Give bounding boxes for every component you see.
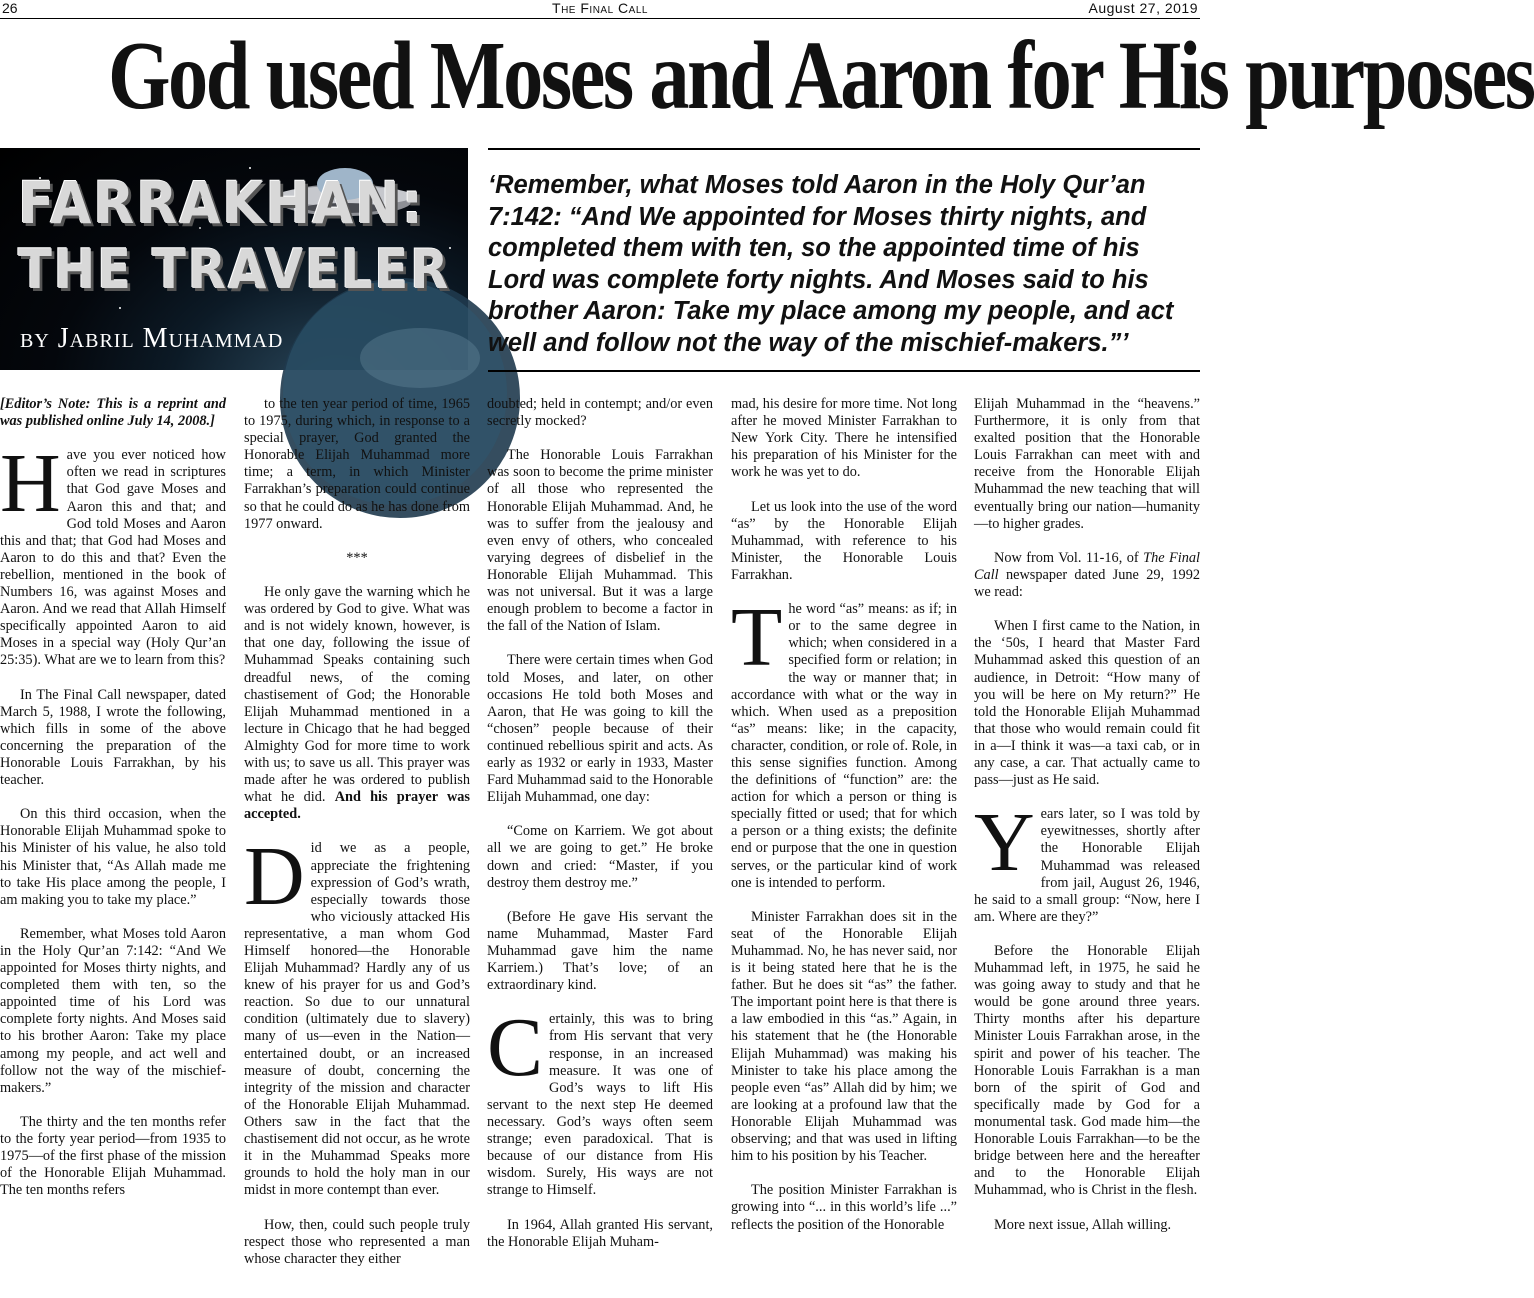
article-closing: More next issue, Allah willing.	[994, 1216, 1172, 1233]
paragraph: In The Final Call newspaper, dated March 5, 1988, I wrote the following, which fills in some of the above concerning the preparation of the Honorable Louis Farrakhan, by his teacher.	[0, 686, 226, 789]
article-column-1	[0, 396, 226, 1296]
article-column-2	[244, 396, 470, 1296]
paragraph: The word “as” means: as if; in or to the same degree in which; when considered in a specified form or relation; in the way or manner that; in accordance with what or the way in which. When used as a preposition “as” means: like; in the capacity, character, condition, or role of. Role, in this sense signifies function. Among the definitions of “function” are: the action for which a person or thing is specially fitted or used; that for which a person or a thing exists; the definite end or purpose that the one in question serves, or the particular kind of work one is intended to perform.	[731, 591, 957, 891]
paragraph: In 1964, Allah granted His servant, the Honorable Elijah Muham-	[487, 1216, 713, 1250]
pull-quote-text: ‘Remember, what Moses told Aaron in the Holy Qur’an 7:142: “And We appointed for Moses thirty nights, and completed them with ten, so the appointed time of his Lord was complete forty nights. And Moses said to his brother Aaron: Take my place among my people, and act well and follow not the way of the mischief-makers.”’	[488, 171, 1174, 357]
column-banner	[0, 148, 468, 370]
paragraph: Years later, so I was told by eyewitnesses, shortly after the Honorable Elijah Muhammad was released from jail, August 26, 1946, he said to a small group: “Now, here I am. Where are they?”	[974, 796, 1200, 925]
article-column-5	[974, 396, 1200, 1296]
drop-cap: T	[731, 591, 783, 685]
paragraph: The position Minister Farrakhan is growing into “... in this world’s life ...” reflects the position of the Honorable	[731, 1182, 957, 1233]
article-column-3	[487, 396, 713, 1296]
paragraph: How, then, could such people truly respect those who represented a man whose character they either	[244, 1216, 470, 1267]
banner-byline: by Jabril Muhammad	[20, 323, 284, 354]
bold-emphasis: And his prayer was accepted.	[244, 789, 471, 823]
paragraph: Let us look into the use of the word “as” by the Honorable Elijah Muhammad, with reference to his Minister, the Honorable Louis Farrakhan.	[731, 498, 957, 583]
paragraph: doubted; held in contempt; and/or even secretly mocked?	[487, 396, 713, 430]
section-break: ***	[346, 549, 368, 566]
paragraph: Remember, what Moses told Aaron in the Holy Qur’an 7:142: “And We appointed for Moses thirty nights, and completed them with ten, so the appointed time of his Lord was complete forty nights. And Moses said to his brother Aaron: Take my place among my people, and act well and follow not the way of the mischief-makers.”	[0, 925, 226, 1096]
page-folio	[0, 0, 1200, 19]
drop-cap: C	[487, 1001, 544, 1095]
article-headline: God used Moses and Aaron for His purposes	[108, 22, 1534, 130]
paragraph: There were certain times when God told Moses, and later, on other occasions He told both Moses and Aaron, that He was going to kill the “chosen” people because of their continued rebellious spirit and acts. As early as 1932 or early in 1933, Master Fard Muhammad said to the Honorable Elijah Muhammad, one day:	[487, 652, 713, 806]
issue-date: August 27, 2019	[1088, 0, 1198, 16]
drop-cap: H	[0, 437, 61, 531]
paragraph: Certainly, this was to bring from His servant that very response, in an increased measure. It was one of God’s ways to lift His servant to the next step He deemed necessary. God’s ways often seem strange; even paradoxical. That is because of our distance from His wisdom. Surely, His ways are not strange to Himself.	[487, 1001, 713, 1199]
paragraph: Elijah Muhammad in the “heavens.” Furthermore, it is only from that exalted position that the Honorable Louis Farrakhan can meet with and receive from the Honorable Elijah Muhammad the new teaching that will eventually bring our nation—humanity—to higher grades.	[974, 396, 1200, 532]
paragraph: Now from Vol. 11-16, of The Final Call newspaper dated June 29, 1992 we read:	[974, 549, 1201, 601]
paragraph: (Before He gave His servant the name Muhammad, Master Fard Muhammad gave him the name Karriem.) That’s love; of an extraordinary kind.	[487, 908, 713, 994]
paragraph: The thirty and the ten months refer to the forty year period—from 1935 to 1975—of the first phase of the mission of the Honorable Elijah Muhammad. The ten months refers	[0, 1113, 226, 1199]
paragraph: Did we as a people, appreciate the frightening expression of God’s wrath, especially towards those who viciously attacked His representative, a man whom God Himself honored—the Honorable Elijah Muhammad? Hardly any of us knew of his prayer for us and God’s reaction. So due to our unnatural condition (ultimately due to slavery) many of us—even in the Nation—entertained doubt, or an increased measure of doubt, concerning the integrity of the mission and character of the Honorable Elijah Muhammad. Others saw in the fact that the chastisement did not occur, as he wrote it in the Muhammad Speaks more grounds to hold the holy man in our midst in more contempt than ever.	[244, 830, 470, 1199]
banner-title-line2: THE TRAVELER	[18, 238, 451, 301]
paragraph: When I first came to the Nation, in the ‘50s, I heard that Master Fard Muhammad asked this question of an audience, in Detroit: “How many of you will be here on My return?” He told the Honorable Elijah Muhammad that those who would remain could fit in a—I think it was—a taxi cab, or in any case, a car. That actually came to pass—just as He said.	[974, 618, 1200, 789]
paragraph: “Come on Karriem. We got about all we are going to get.” He broke down and cried: “Master, if you destroy them destroy me.”	[487, 823, 713, 891]
paragraph: On this third occasion, when the Honorable Elijah Muhammad spoke to his Minister of his value, he also told his Minister that, “As Allah made me to take His place among the people, I am making you to take my place.”	[0, 806, 226, 908]
paragraph: to the ten year period of time, 1965 to 1975, during which, in response to a special prayer, God granted the Honorable Elijah Muhammad more time; a term, in which Minister Farrakhan’s preparation could continue so that he could do as he has done from 1977 onward.	[244, 396, 470, 532]
banner-title-line1: FARRAKHAN:	[18, 169, 425, 237]
pull-quote	[488, 148, 1200, 372]
paragraph: Minister Farrakhan does sit in the seat of the Honorable Elijah Muhammad. No, he has never said, nor is it being stated here that he is the father. But he does sit “as” the father. The important point here is that there is a law embodied in this “as.” Again, in his statement that he (the Honorable Elijah Muhammad) was making his Minister to take his place among the people even “as” Allah did by him; we are looking at a profound law that the Honorable Elijah Muhammad was observing; and that was used in lifting him to his position by his Teacher.	[731, 908, 957, 1165]
paragraph: The Honorable Louis Farrakhan was soon to become the prime minister of all those who represented the Honorable Elijah Muhammad. And, he was to suffer from the jealousy and even envy of others, who concealed varying degrees of disbelief in the Honorable Elijah Muhammad. This was not universal. But it was a large enough problem to become a factor in the fall of the Nation of Islam.	[487, 447, 713, 635]
publication-italic: The Final Call	[974, 549, 1201, 583]
editor-note: [Editor’s Note: This is a reprint and was published online July 14, 2008.]	[0, 396, 226, 430]
paragraph: He only gave the warning which he was ordered by God to give. What was and is not widely known, however, is that one day, following the issue of Muhammad Speaks containing such dreadful news, of the coming chastisement of God; the Honorable Elijah Muhammad mentioned in a lecture in Chicago that he had begged Almighty God for more time to work with us; to save us all. This prayer was made after he was ordered to publish what he did. And his prayer was accepted.	[244, 584, 471, 823]
paragraph: mad, his desire for more time. Not long after he moved Minister Farrakhan to New York City. There he intensified his preparation of his Minister for the work he was yet to do.	[731, 396, 957, 481]
article-column-4	[731, 396, 957, 1296]
publication-name: The Final Call	[552, 0, 648, 16]
paragraph: Before the Honorable Elijah Muhammad left, in 1975, he said he was going away to study and that he would be gone around three years. Thirty months after his departure Minister Louis Farrakhan arose, in the spirit and power of his teacher. The Honorable Louis Farrakhan is a man born of the spirit of God and specifically made by God for a monumental task. God made him—the Honorable Louis Farrakhan—to be the bridge between here and the hereafter and to the Honorable Elijah Muhammad, who is Christ in the flesh.	[974, 943, 1200, 1199]
page-number: 26	[2, 0, 18, 16]
drop-cap: Y	[974, 796, 1035, 890]
drop-cap: D	[244, 830, 305, 924]
paragraph: Have you ever noticed how often we read in scriptures that God gave Moses and Aaron this and that; and God told Moses and Aaron this and that; that God had Moses and Aaron to do this and that? Even the rebellion, mentioned in the book of Numbers 16, was against Moses and Aaron. And we read that Allah Himself specifically appointed Aaron to aid Moses in a special way (Holy Qur’an 25:35). What are we to learn from this?	[0, 437, 226, 669]
